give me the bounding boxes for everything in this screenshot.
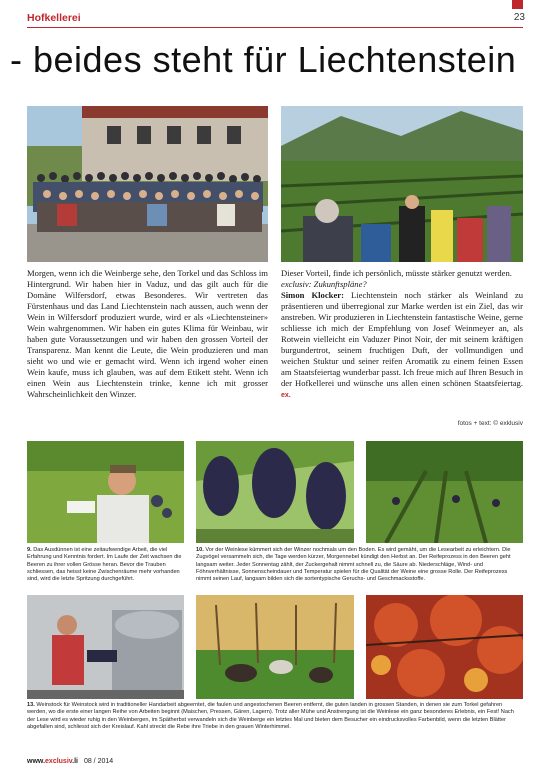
caption-9-number: 9. xyxy=(27,547,32,553)
caption-13-text: Weinstock für Weinstock wird in traditioneller Handarbeit abgeerntet, die faulen und angestochenen Beeren entfernt, die guten landen in grossen Standen, in denen sie zum Torkel gefahren werden, wo die erste einer langen Reihe von Arbeiten beginnt (Maischen, Pressen, Gären, Lagern). Trotz aller Mühe und Anstrengung ist die Weinlese ein ganz besonderes Erlebnis, ein Fest! Nach der Lese wird es wieder ruhig in den Weinbergen, im Spätherbst verwandeln sich die Weinberge ein letztes Mal und bieten dem Besucher ein eindrucksvolles Farbenbild, wenn die letzten Blätter abgefallen sind, schliesst sich der Kreislauf. Kahl streckt die Rebe ihre Triebe in den grauen Winterhimmel. xyxy=(27,702,514,730)
header-rule xyxy=(27,27,523,28)
sheep-in-vineyard-photo xyxy=(196,595,354,699)
vineyard-walk-photo xyxy=(281,106,523,262)
caption-9-text: Das Ausdünnen ist eine zeitaufwendige Arbeit, die viel Erfahrung und Kenntnis fordert. Im Laufe der Zeit wachsen die Beeren zu ihrer vollen Grösse heran. Bevor die Trauben schliessen, das heisst keine Zwischenräume mehr vorhanden sind, wird die letzte Spritzung durchgeführt. xyxy=(27,547,182,583)
page-marker xyxy=(512,0,523,9)
right-intro: Dieser Vorteil, finde ich persönlich, müsste stärker genutzt werden. xyxy=(281,268,512,278)
caption-10-text: Vor der Weinlese kümmert sich der Winzer nochmals um den Boden. Es wird gemäht, um die Lesearbeit zu erleichtern. Die Zugvögel versammeln sich, die Tage werden kürzer, Morgennebel kündigt den Herbst an. Der Reifeprozess in den Beeren geht langsam weiter. Jeder Sonnentag zählt, der Zuckergehalt nimmt schnell zu, die Säure ab. Niederschläge, Wind- und Föhnverhältnisse, Sonnenscheindauer und Temperatur spielen für die Qualität der Weine eine grosse Rolle. Der Reifeprozess nimmt seinen Lauf, langsam bilden sich die sortentypische Geruchs- und Geschmacksstoffe. xyxy=(196,547,511,583)
interview-question: exclusiv: Zukunftspläne? xyxy=(281,279,367,289)
harvest-worker-photo xyxy=(27,441,184,543)
caption-13 xyxy=(27,702,523,731)
footer-site-brand: exclusiv xyxy=(45,758,73,765)
section-label: Hofkellerei xyxy=(27,12,81,24)
caption-10 xyxy=(196,547,523,583)
article-right-column xyxy=(281,268,523,400)
article-left-column: Morgen, wenn ich die Weinberge sehe, den Torkel und das Schloss im Hintergrund. Wir haben hier in Vaduz, und das gilt auch für die Domäne Wilfersdorf, etwas Besonderes. Wir vertreten das Fürstenhaus und das Land Liechtenstein nach aussen, auch wenn der Wein in Wilfersdorf produziert wurde, wird er als «Liechtensteiner» Wein wahrgenommen. Wir haben ein gutes Klima für Weinbau, wir haben gute Voraussetzungen und wir haben den grossen Vorteil der Transparenz. Man kennt die Leute, die Wein produzieren und man sieht wo und wie er gemacht wird. Wenn ich irgend woher einen Wein kaufe, muss ich glauben, was auf dem Etikett steht. Wenn ich einen Wein aus Liechtenstein trinke, kenne ich mit grosser Wahrscheinlichkeit den Winzer. xyxy=(27,268,268,399)
page-number: 23 xyxy=(513,12,525,23)
group-photo xyxy=(27,106,268,262)
headline: - beides steht für Liechtenstein xyxy=(10,39,517,80)
footer xyxy=(27,758,113,765)
footer-site-prefix: www. xyxy=(27,758,46,765)
caption-10-number: 10. xyxy=(196,547,204,553)
caption-13-number: 13. xyxy=(27,702,35,708)
vineyard-rows-photo xyxy=(366,441,523,543)
autumn-leaves-photo xyxy=(366,595,523,699)
footer-site-suffix: .li xyxy=(72,758,78,765)
caption-9 xyxy=(27,547,184,583)
speaker-name: Simon Klocker: xyxy=(281,290,344,300)
photo-credit: fotos + text: © exklusiv xyxy=(457,420,523,427)
signature: ex. xyxy=(281,392,291,399)
red-grapes-photo xyxy=(196,441,354,543)
footer-issue: 08 / 2014 xyxy=(83,758,114,765)
press-worker-photo xyxy=(27,595,184,699)
interview-answer: Liechtenstein noch stärker als Weinland zu präsentieren und überregional zur Marke werden ist ein Ziel, das wir anstreben. Wir produzieren in Liechtenstein fantastische Weine, gerne schliesse ich mich der Empfehlung von Josef Weinmeyer an, als Rotwein vielleicht ein Vaduzer Pinot Noir, der mit seinem kräftigen burgundertrot, seinem fruchtigen Duft, der vollmundigen und weichen Stuktur und seiner reifen Aromatik zu einem feinen Essen am Staatsfeiertag wunderbar passt. Ich freue mich auf Ihren Besuch in der Hofkellerei und wünsche uns allen einen schönen Staatsfeiertag. xyxy=(281,290,523,388)
